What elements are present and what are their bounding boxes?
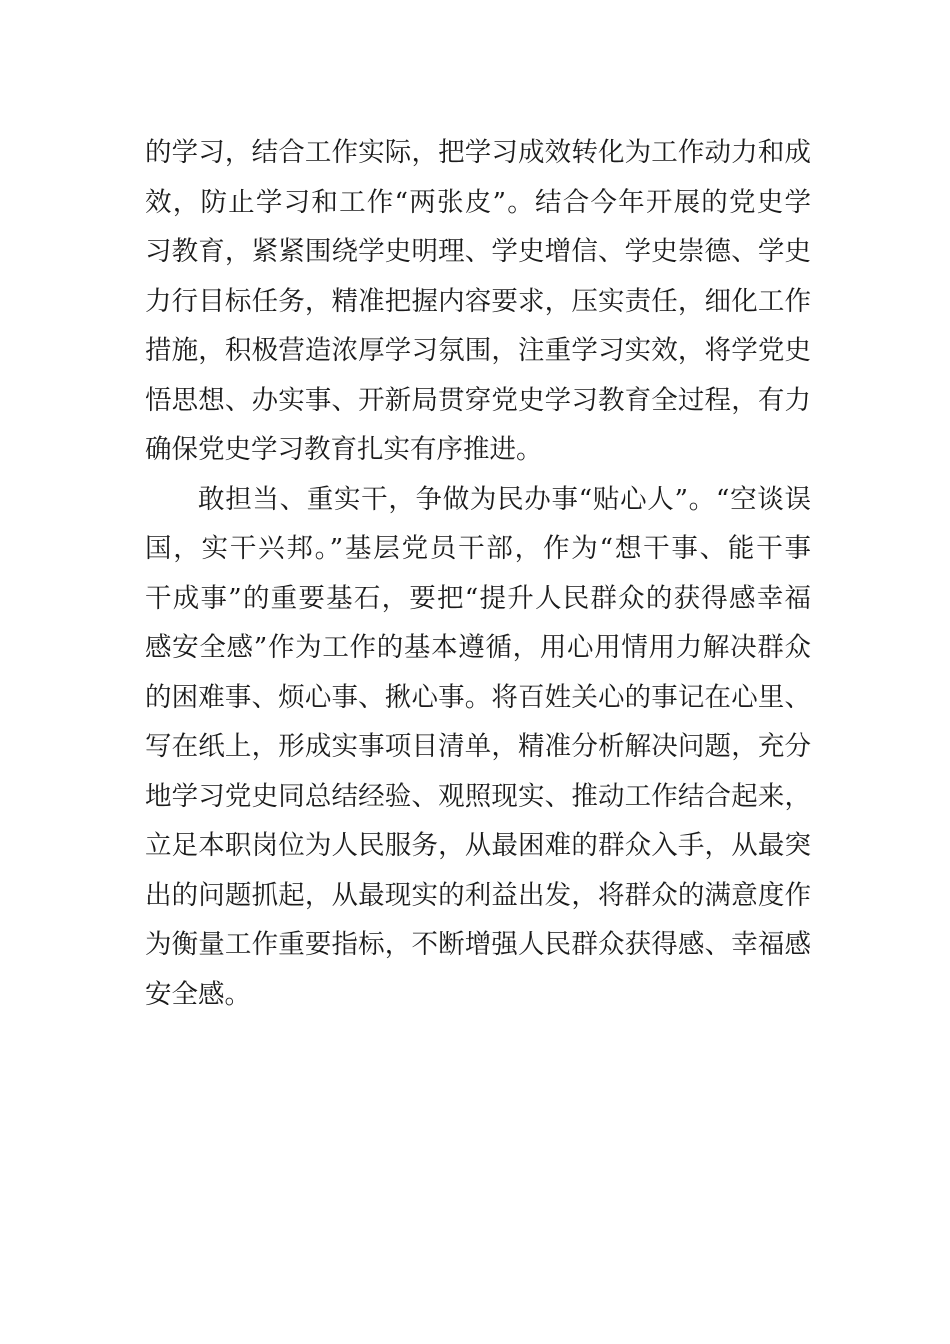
text-line: 地学习党史同总结经验、观照现实、推动工作结合起来， — [145, 780, 811, 812]
text-line: 力行目标任务，精准把握内容要求，压实责任，细化工作 — [145, 285, 811, 317]
text-line: 干成事”的重要基石，要把“提升人民群众的获得感幸福 — [145, 582, 811, 614]
text-line: 为衡量工作重要指标，不断增强人民群众获得感、幸福感 — [145, 929, 811, 960]
document-body — [145, 128, 811, 1019]
text-line: 写在纸上，形成实事项目清单，精准分析解决问题，充分 — [145, 731, 811, 762]
text-line: 安全感。 — [145, 978, 251, 1010]
text-line: 措施，积极营造浓厚学习氛围，注重学习实效，将学党史 — [145, 335, 811, 366]
paragraph-2 — [145, 475, 811, 1020]
text-line: 立足本职岗位为人民服务，从最困难的群众入手，从最突 — [145, 830, 811, 861]
paragraph-1 — [145, 128, 811, 475]
text-line: 敢担当、重实干，争做为民办事“贴心人”。“空谈误 — [198, 483, 811, 515]
text-line: 悟思想、办实事、开新局贯穿党史学习教育全过程，有力 — [145, 384, 811, 416]
text-line: 出的问题抓起，从最现实的利益出发，将群众的满意度作 — [145, 879, 811, 911]
text-line: 确保党史学习教育扎实有序推进。 — [145, 434, 543, 465]
text-line: 感安全感”作为工作的基本遵循，用心用情用力解决群众 — [145, 632, 811, 663]
text-line: 的困难事、烦心事、揪心事。将百姓关心的事记在心里、 — [145, 681, 811, 713]
text-line: 习教育，紧紧围绕学史明理、学史增信、学史崇德、学史 — [145, 236, 811, 267]
text-line: 效，防止学习和工作“两张皮”。结合今年开展的党史学 — [145, 186, 811, 218]
text-line: 国，实干兴邦。”基层党员干部，作为“想干事、能干事 — [145, 533, 811, 564]
text-line: 的学习，结合工作实际，把学习成效转化为工作动力和成 — [145, 137, 811, 168]
